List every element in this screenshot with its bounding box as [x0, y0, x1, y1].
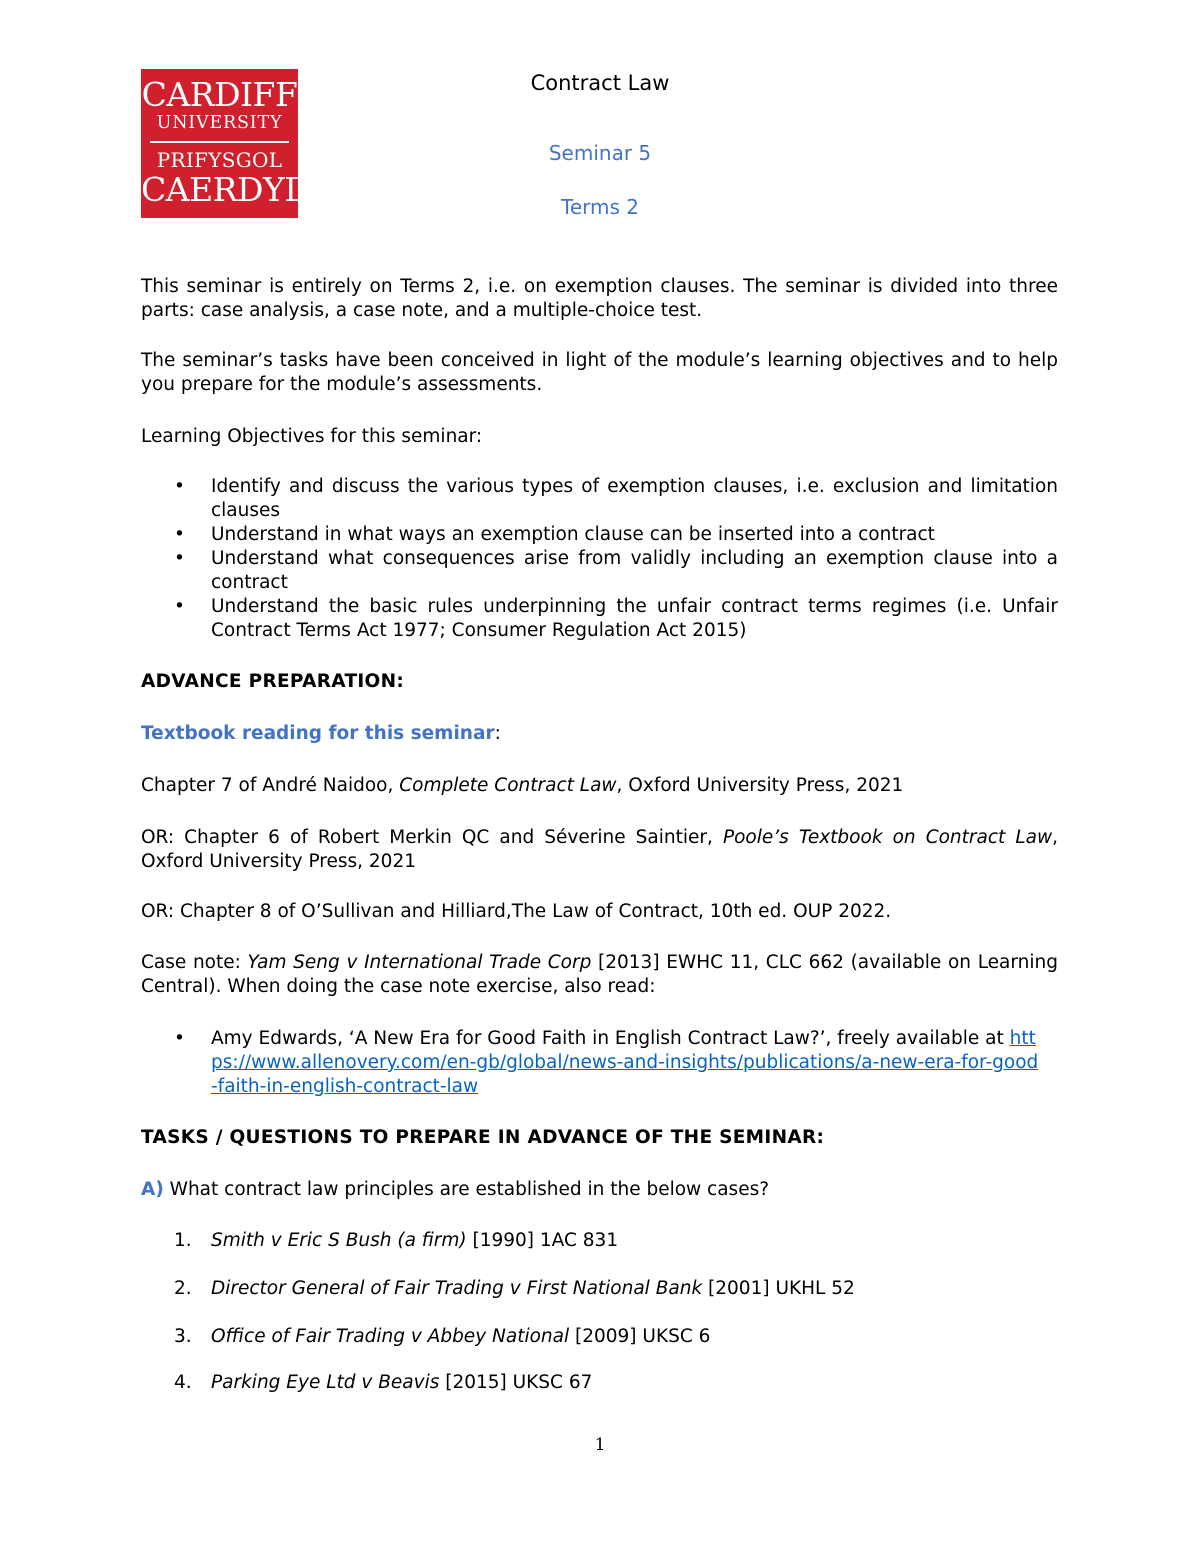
- page-number: 1: [594, 1435, 606, 1455]
- reading-2-author: OR: Chapter 6 of Robert Merkin QC and Séverine Saintier,: [141, 827, 723, 848]
- tasks-heading: TASKS / QUESTIONS TO PREPARE IN ADVANCE OF THE SEMINAR:: [141, 1127, 825, 1148]
- logo-line-cardiff: CARDIFF: [141, 75, 298, 114]
- case-item-4: [141, 1371, 592, 1395]
- bullet-icon: •: [174, 476, 185, 497]
- article-citation: Amy Edwards, ‘A New Era for Good Faith in English Contract Law?’, freely available at: [211, 1028, 1010, 1049]
- reading-option-2: [141, 826, 1058, 874]
- reading-1-title: Complete Contract Law: [399, 775, 617, 796]
- case-item-2: [141, 1277, 855, 1301]
- case-name: Office of Fair Trading v Abbey National: [211, 1326, 570, 1347]
- further-reading-list: [141, 1027, 1058, 1099]
- case-citation: [2009] UKSC 6: [569, 1326, 711, 1347]
- objectives-list: [141, 475, 1058, 643]
- case-citation: [1990] 1AC 831: [466, 1230, 619, 1251]
- intro-paragraph-2: The seminar’s tasks have been conceived in light of the module’s learning objectives and to help you prepare for the module’s assessments.: [141, 350, 1058, 395]
- case-citation: [2015] UKSC 67: [439, 1372, 593, 1393]
- objective-text: Identify and discuss the various types of exemption clauses, i.e. exclusion and limitation clauses: [211, 476, 1058, 521]
- logo-line-prifysgol: PRIFYSGOL: [156, 148, 283, 172]
- list-item: [141, 1027, 1041, 1099]
- case-name: Parking Eye Ltd v Beavis: [211, 1372, 440, 1393]
- case-name: Smith v Eric S Bush (a firm): [211, 1230, 467, 1251]
- case-citation: [2001] UKHL 52: [702, 1278, 855, 1299]
- case-note-details: [2013] EWHC 11, CLC 662 (available on Learning Central). When doing the case note exercise, also read:: [141, 952, 1059, 997]
- list-item: [141, 475, 1058, 523]
- reading-2-title: Poole’s Textbook on Contract Law: [722, 827, 1053, 848]
- article-link[interactable]: https://www.allenovery.com/en-gb/global/news-and-insights/publications/a-new-era-for-good-faith-in-english-contract-law: [211, 1028, 1039, 1097]
- case-number: 3.: [174, 1326, 192, 1347]
- case-note-paragraph: [141, 951, 1058, 999]
- logo-line-university: UNIVERSITY: [156, 113, 283, 133]
- seminar-topic: Terms 2: [561, 195, 639, 219]
- objectives-label: Learning Objectives for this seminar:: [141, 426, 483, 447]
- reading-2-publisher: , Oxford University Press, 2021: [141, 827, 1059, 872]
- bullet-icon: •: [174, 596, 185, 617]
- case-note-label: Case note:: [141, 952, 248, 973]
- document-title: Contract Law: [530, 71, 670, 95]
- case-number: 2.: [174, 1278, 192, 1299]
- task-a-text: What contract law principles are established in the below cases?: [163, 1179, 770, 1200]
- advance-preparation-heading: ADVANCE PREPARATION:: [141, 671, 405, 692]
- task-a-label: A): [141, 1179, 164, 1200]
- bullet-icon: •: [174, 548, 185, 569]
- intro-paragraph-1: This seminar is entirely on Terms 2, i.e. on exemption clauses. The seminar is divided into three parts: case analysis, a case note, and a multiple-choice test.: [141, 276, 1058, 321]
- objective-text: Understand in what ways an exemption clause can be inserted into a contract: [211, 524, 935, 545]
- seminar-number: Seminar 5: [548, 141, 652, 165]
- objective-text: Understand the basic rules underpinning the unfair contract terms regimes (i.e. Unfair Contract Terms Act 1977; Consumer Regulation Act 2015): [211, 596, 1058, 641]
- objective-text: Understand what consequences arise from validly including an exemption clause into a contract: [211, 548, 1058, 593]
- list-item: [141, 523, 1058, 547]
- case-note-case-name: Yam Seng v International Trade Corp: [247, 952, 592, 973]
- reading-option-3: OR: Chapter 8 of O’Sullivan and Hilliard,The Law of Contract, 10th ed. OUP 2022.: [141, 901, 892, 922]
- list-item: [141, 547, 1058, 595]
- task-a-question: [141, 1178, 769, 1202]
- reading-1-author: Chapter 7 of André Naidoo,: [141, 775, 400, 796]
- case-item-3: [141, 1325, 710, 1349]
- list-item: [141, 595, 1058, 643]
- reading-option-1: [141, 774, 903, 798]
- logo-line-caerdydd: CAERDYDD: [141, 170, 337, 209]
- bullet-icon: •: [174, 524, 185, 545]
- case-number: 4.: [174, 1372, 192, 1393]
- case-item-1: [141, 1229, 618, 1253]
- textbook-reading-label: [141, 722, 501, 746]
- case-name: Director General of Fair Trading v First National Bank: [211, 1278, 703, 1299]
- case-number: 1.: [174, 1230, 192, 1251]
- textbook-reading-title: Textbook reading for this seminar: [141, 723, 495, 744]
- textbook-reading-colon: :: [494, 723, 501, 744]
- reading-1-publisher: , Oxford University Press, 2021: [616, 775, 904, 796]
- bullet-icon: •: [174, 1028, 185, 1049]
